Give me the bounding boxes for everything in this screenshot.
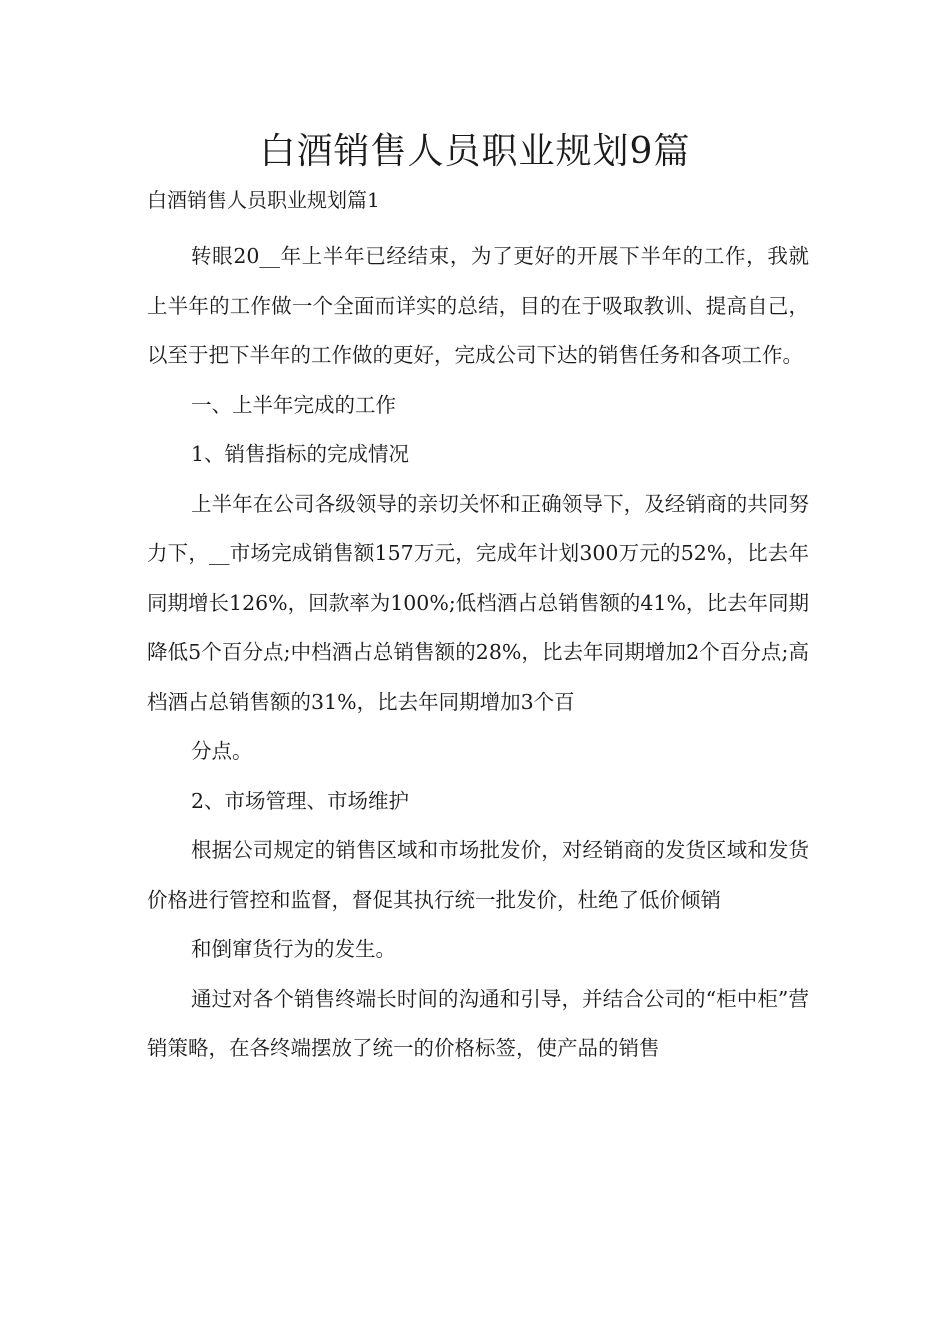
paragraph-market-management: 根据公司规定的销售区域和市场批发价，对经销商的发货区域和发货价格进行管控和监督，督促其执行统一批发价，杜绝了低价倾销 (147, 838, 809, 912)
subsection-heading-2: 2、市场管理、市场维护 (191, 788, 410, 813)
document-title: 白酒销售人员职业规划9篇 (259, 131, 691, 172)
paragraph-market-management-end: 和倒窜货行为的发生。 (191, 937, 396, 961)
document-body (147, 232, 809, 1074)
paragraph-terminal-strategy: 通过对各个销售终端长时间的沟通和引导，并结合公司的“柜中柜”营销策略，在各终端摆放了统一的价格标签，使产品的销售 (147, 986, 809, 1060)
paragraph-sales-figures: 上半年在公司各级领导的亲切关怀和正确领导下，及经销商的共同努力下，__市场完成销售额157万元，完成年计划300万元的52%，比去年同期增长126%，回款率为100%;低档酒占总销售额的41%，比去年同期降低5个百分点;中档酒占总销售额的28%，比去年同期增加2个百分点;高档酒占总销售额的31%，比去年同期增加3个百 (147, 491, 809, 714)
subsection-heading-1: 1、销售指标的完成情况 (191, 442, 410, 466)
paragraph-sales-figures-end: 分点。 (191, 739, 253, 763)
document-subtitle: 白酒销售人员职业规划篇1 (147, 188, 380, 212)
section-heading-1: 一、上半年完成的工作 (191, 392, 396, 417)
paragraph-intro: 转眼20__年上半年已经结束，为了更好的开展下半年的工作，我就上半年的工作做一个全面而详实的总结，目的在于吸取教训、提高自己，以至于把下半年的工作做的更好，完成公司下达的销售任务和各项工作。 (147, 244, 809, 367)
